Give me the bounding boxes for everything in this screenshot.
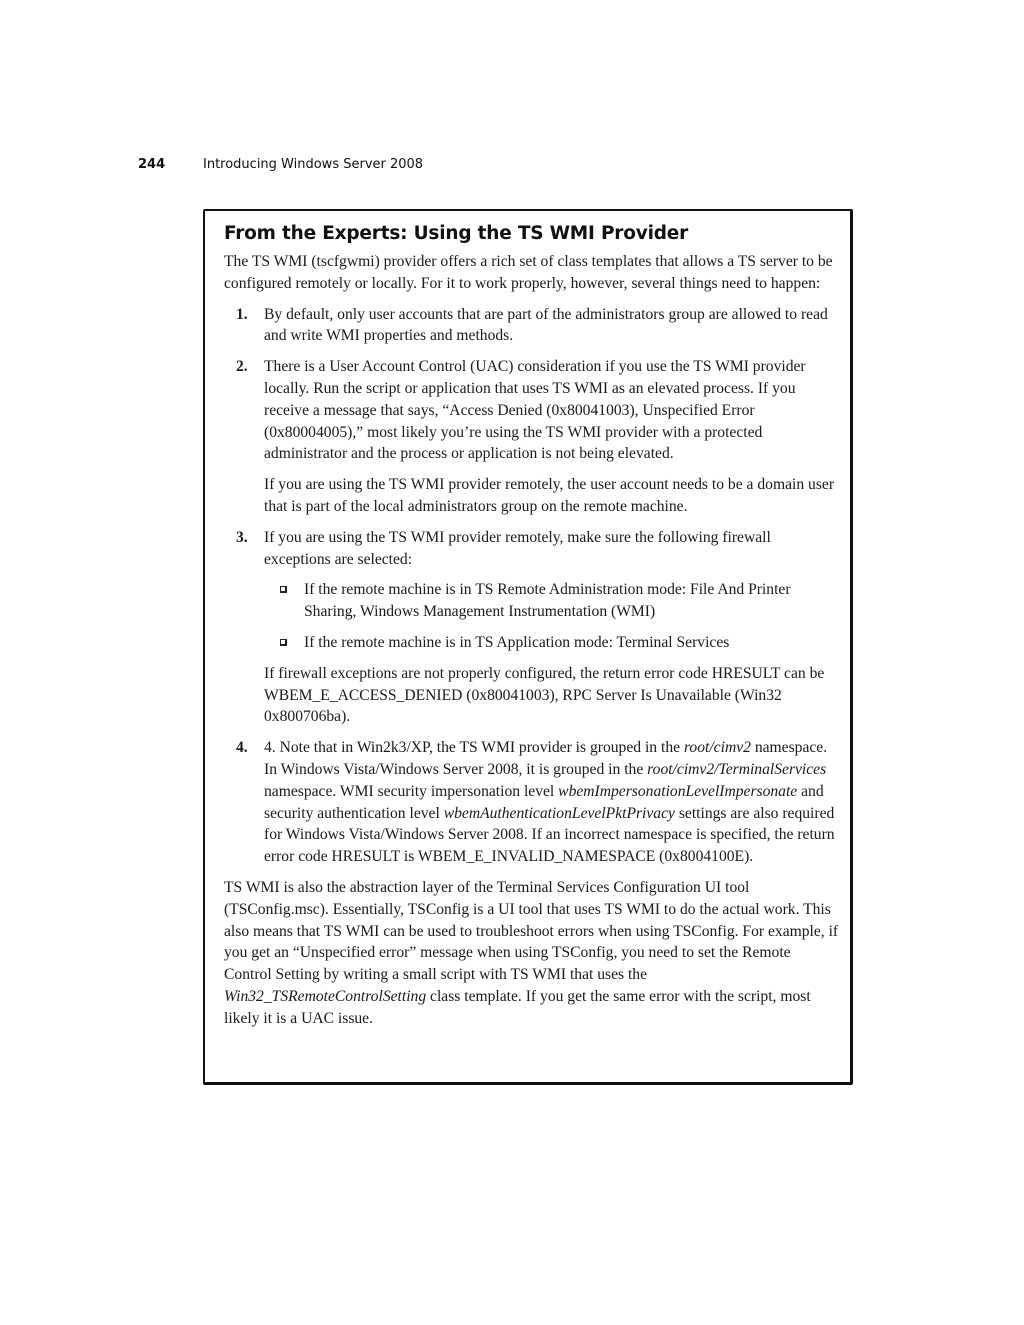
sidebar-title: From the Experts: Using the TS WMI Provider	[224, 223, 689, 244]
step-followup: If you are using the TS WMI provider remotely, the user account needs to be a domain user that is part of the local administrators group on the remote machine.	[264, 476, 835, 515]
step-text: By default, only user accounts that are part of the administrators group are allowed to read and write WMI properties and methods.	[264, 305, 828, 345]
text-run: namespace. WMI security impersonation level	[264, 782, 559, 800]
experts-sidebar-box	[203, 209, 853, 1085]
authentication-term: wbemAuthenticationLevelPktPrivacy	[443, 804, 675, 822]
step-text	[264, 737, 839, 868]
step-number: 2.	[236, 358, 248, 376]
namespace-term: root/cimv2/TerminalServices	[647, 760, 827, 778]
text-run: 4. Note that in Win2k3/XP, the TS WMI provider is grouped in the	[264, 739, 684, 757]
class-template-term: Win32_TSRemoteControlSetting	[224, 987, 427, 1005]
step-number: 3.	[236, 528, 248, 546]
book-title: Introducing Windows Server 2008	[203, 157, 424, 172]
page-number: 244	[138, 157, 166, 172]
step-number: 4.	[236, 739, 248, 757]
step-item-3	[224, 527, 839, 728]
firewall-exceptions-list	[264, 579, 839, 653]
bullet-text: If the remote machine is in TS Application mode: Terminal Services	[304, 633, 730, 651]
text-run: class template. If you get the same error with the script, most likely it is a UAC issue.	[224, 987, 811, 1027]
sidebar-content	[224, 223, 839, 1030]
steps-list	[224, 304, 839, 868]
step-followup: If firewall exceptions are not properly configured, the return error code HRESULT can be WBEM_E_ACCESS_DENIED (0x80041003), RPC Server Is Unavailable (Win32 0x800706ba).	[264, 664, 825, 726]
bullet-item	[264, 632, 839, 654]
impersonation-term: wbemImpersonationLevelImpersonate	[558, 782, 798, 800]
text-run: namespace. In Windows Vista/Windows Server 2008, it is grouped in the	[264, 739, 828, 778]
checkbox-bullet-icon	[280, 586, 287, 593]
closing-paragraph	[224, 877, 839, 1030]
intro-paragraph: The TS WMI (tscfgwmi) provider offers a rich set of class templates that allows a TS server to be configured remotely or locally. For it to work properly, however, several things need to happen:	[224, 253, 833, 292]
bullet-item	[264, 579, 839, 623]
step-number: 1.	[236, 305, 248, 323]
checkbox-bullet-icon	[280, 639, 287, 646]
text-run: and security authentication level	[264, 782, 824, 822]
text-run: settings are also required for Windows Vista/Windows Server 2008. If an incorrect namespace is specified, the return error code HRESULT is WBEM_E_INVALID_NAMESPACE (0x8004100E).	[264, 804, 835, 866]
namespace-term: root/cimv2	[683, 739, 751, 757]
step-text: If you are using the TS WMI provider remotely, make sure the following firewall exceptions are selected:	[264, 528, 771, 568]
bullet-text: If the remote machine is in TS Remote Administration mode: File And Printer Sharing, Windows Management Instrumentation (WMI)	[304, 581, 791, 621]
step-item-1	[224, 304, 839, 348]
step-item-2	[224, 356, 839, 518]
step-text: There is a User Account Control (UAC) consideration if you use the TS WMI provider locally. Run the script or application that uses TS WMI as an elevated process. If you receive a message that says, “Access Denied (0x80041003), Unspecified Error (0x80004005),” most likely you’re using the TS WMI provider with a protected administrator and the process or application is not being elevated.	[264, 358, 806, 463]
text-run: TS WMI is also the abstraction layer of the Terminal Services Configuration UI tool (TSConfig.msc). Essentially, TSConfig is a UI tool that uses TS WMI to do the actual work. This also means that TS WMI can be used to troubleshoot errors when using TSConfig. For example, if you get an “Unspecified error” message when using TSConfig, you need to set the Remote Control Setting by writing a small script with TS WMI that uses the	[224, 878, 839, 984]
step-item-4	[224, 737, 839, 868]
